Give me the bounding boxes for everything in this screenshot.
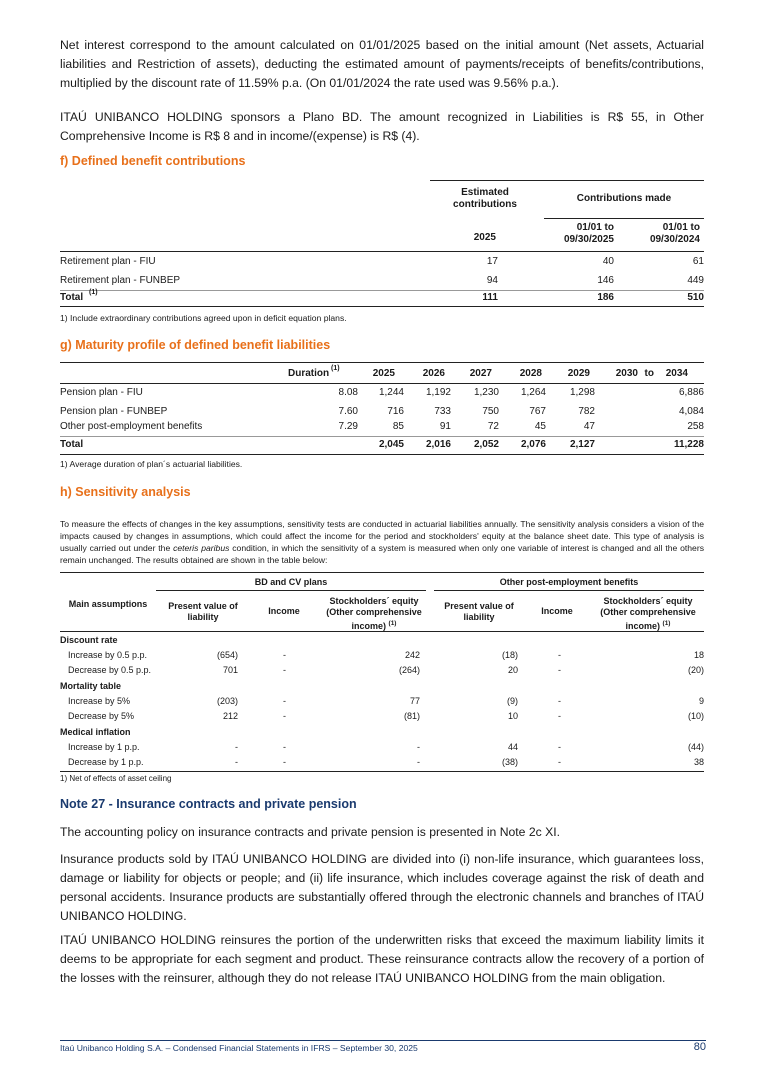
header-main-assumptions: Main assumptions bbox=[68, 599, 148, 609]
section-f-footnote: 1) Include extraordinary contributions agreed upon in deficit equation plans. bbox=[60, 313, 347, 323]
sensitivity-intro: To measure the effects of changes in the key assumptions, sensitivity tests are conducted in actuarial liabilities annually. The sensitivity analysis considers a vision of the impacts caused by changes in assumptions, which could affect the income for the period and stockholders' equity at the balance sheet date. This type of analysis is usually carried out under the ceteris paribus condition, in which the sensitivity of a system is measured when only one variable of interest is changed and all the others remain unchanged. The results obtained are shown in the table below: bbox=[60, 519, 704, 565]
table-row: Pension plan - FIU 8.08 1,244 1,192 1,230 1,264 1,298 6,886 bbox=[60, 387, 704, 398]
section-h-footnote: 1) Net of effects of asset ceiling bbox=[60, 774, 172, 783]
header-equity-other: Stockholders´ equity (Other comprehensive income) $^{(1)}$ bbox=[600, 596, 696, 631]
group-header-other-post: Other post-employment benefits bbox=[499, 577, 639, 587]
table-row: Increase by 0.5 p.p. (654) - 242 (18) - 18 bbox=[68, 650, 704, 660]
note27-paragraph-1: The accounting policy on insurance contracts and private pension is presented in Note 2c XI. bbox=[60, 825, 560, 839]
section-f-title: f) Defined benefit contributions bbox=[60, 154, 246, 168]
header-contributions-made: Contributions made bbox=[576, 193, 672, 204]
note27-paragraph-2: Insurance products sold by ITAÚ UNIBANCO HOLDING are divided into (i) non-life insurance, which guarantees loss, damage or liability for objects or people; and (ii) life insurance, which includes coverage against the risk of death and personal accidents. Insurance products are substantially offered through the electronic channels and branches of ITAÚ UNIBANCO HOLDING. bbox=[60, 852, 704, 923]
paragraph-net-interest: Net interest correspond to the amount calculated on 01/01/2025 based on the initial amount (Net assets, Actuarial liabilities and Restriction of assets), deducting the estimated amount of payments/receipts of benefits/contributions, multiplied by the discount rate of 11.59% p.a. (On 01/01/2024 the rate used was 9.56% p.a.). bbox=[60, 38, 704, 90]
note27-paragraph-3: ITAÚ UNIBANCO HOLDING reinsures the portion of the underwritten risks that exceed the maximum liability limits it deems to be appropriate for each segment and product. These reinsurance contracts allow the recovery of a portion of the losses with the reinsurer, although they do not release ITAÚ UNIBANCO HOLDING from the main obligation. bbox=[60, 933, 704, 985]
page-number: 80 bbox=[693, 1041, 706, 1053]
table-row: Other post-employment benefits 7.29 85 91 72 45 47 258 bbox=[60, 421, 704, 432]
group-header-bd-cv: BD and CV plans bbox=[254, 577, 328, 587]
table-row: Decrease by 0.5 p.p. 701 - (264) 20 - (20) bbox=[68, 665, 704, 675]
header-pv-other: Present value of liability bbox=[444, 601, 514, 622]
footer-text: Itaú Unibanco Holding S.A. – Condensed Financial Statements in IFRS – September 30, 2025 bbox=[60, 1043, 418, 1053]
group-discount-rate: Discount rate bbox=[60, 635, 118, 645]
table-row: Retirement plan - FIU 17 40 61 bbox=[60, 256, 704, 267]
group-mortality-table: Mortality table bbox=[60, 681, 122, 691]
total-row: Total 2,045 2,016 2,052 2,076 2,127 11,228 bbox=[60, 439, 704, 450]
paragraph-plano-bd: ITAÚ UNIBANCO HOLDING sponsors a Plano BD. The amount recognized in Liabilities is R$ 55, in Other Comprehensive Income is R$ 8 and in income/(expense) is R$ (4). bbox=[60, 110, 704, 143]
note27-title: Note 27 - Insurance contracts and private pension bbox=[60, 797, 357, 811]
page-footer bbox=[60, 1040, 706, 1053]
header-income-other: Income bbox=[541, 606, 573, 616]
header-period-2025: 01/01 to 09/30/2025 bbox=[563, 222, 614, 245]
section-g-footnote: 1) Average duration of plan´s actuarial liabilities. bbox=[60, 459, 243, 469]
header-income-bd: Income bbox=[268, 606, 300, 616]
header-equity-bd: Stockholders´ equity (Other comprehensive income) $^{(1)}$ bbox=[326, 596, 422, 631]
header-2025: 2025 bbox=[473, 232, 496, 243]
header-period-2024: 01/01 to 09/30/2024 bbox=[649, 222, 700, 245]
table-row: Increase by 1 p.p. - - - 44 - (44) bbox=[68, 742, 704, 752]
table-row: Pension plan - FUNBEP 7.60 716 733 750 767 782 4,084 bbox=[60, 406, 704, 417]
total-row: Total (1) 111 186 510 bbox=[60, 289, 704, 303]
header-pv-bd: Present value of liability bbox=[168, 601, 238, 622]
table-row: Decrease by 1 p.p. - - - (38) - 38 bbox=[68, 757, 704, 767]
table-row: Decrease by 5% 212 - (81) 10 - (10) bbox=[68, 711, 704, 721]
group-medical-inflation: Medical inflation bbox=[60, 727, 131, 737]
section-h-title: h) Sensitivity analysis bbox=[60, 485, 191, 499]
table-row: Increase by 5% (203) - 77 (9) - 9 bbox=[68, 696, 704, 706]
header-estimated-contributions: Estimated contributions bbox=[453, 187, 517, 210]
table-row: Retirement plan - FUNBEP 94 146 449 bbox=[60, 275, 704, 286]
maturity-header-row: Duration (1) 2025 2026 2027 2028 2029 2030 to 2034 bbox=[288, 365, 688, 379]
section-g-title: g) Maturity profile of defined benefit liabilities bbox=[60, 338, 331, 352]
